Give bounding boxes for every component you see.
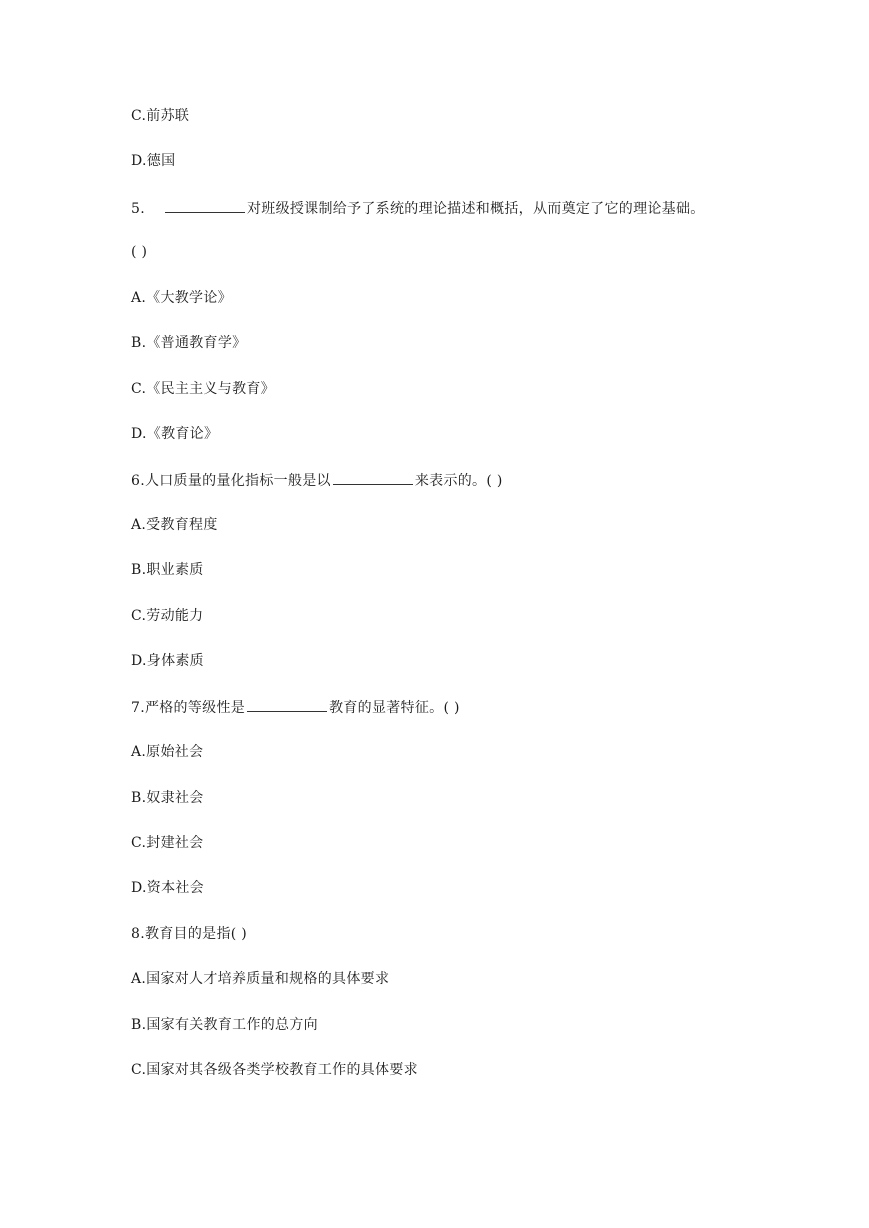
option-line — [131, 652, 204, 670]
option-line — [131, 970, 389, 988]
option-text: A.原始社会 — [131, 744, 204, 760]
question-8 — [131, 925, 247, 943]
answer-paren: ( ) — [131, 244, 148, 260]
question-text: 教育的显著特征。( ) — [329, 700, 460, 716]
option-text: D.德国 — [131, 153, 176, 169]
option-line — [131, 334, 246, 352]
question-number: 5. — [131, 201, 145, 217]
question-7 — [131, 697, 460, 717]
option-text: B.《普通教育学》 — [131, 335, 247, 351]
option-line — [131, 289, 232, 307]
option-line — [131, 1016, 318, 1034]
option-line — [131, 425, 218, 443]
option-text: C.国家对其各级各类学校教育工作的具体要求 — [131, 1062, 418, 1078]
option-text: A.《大教学论》 — [131, 290, 232, 306]
option-line — [131, 107, 189, 125]
option-line — [131, 743, 203, 761]
option-text: A.国家对人才培养质量和规格的具体要求 — [131, 971, 390, 987]
answer-blank — [247, 697, 327, 712]
option-text: C.封建社会 — [131, 835, 204, 851]
question-text: 来表示的。( ) — [414, 473, 503, 489]
option-line — [131, 561, 204, 579]
option-text: D.《教育论》 — [131, 426, 219, 442]
option-text: C.前苏联 — [131, 108, 190, 124]
option-text: B.奴隶社会 — [131, 790, 204, 806]
option-line — [131, 607, 203, 625]
option-text: B.职业素质 — [131, 562, 204, 578]
option-text: C.劳动能力 — [131, 608, 204, 624]
option-line — [131, 789, 204, 807]
option-text: C.《民主主义与教育》 — [131, 381, 275, 397]
question-text: 7.严格的等级性是 — [131, 700, 246, 716]
option-text: D.身体素质 — [131, 653, 204, 669]
question-5 — [131, 198, 705, 218]
option-line — [131, 879, 204, 897]
option-line — [131, 152, 175, 170]
question-5-paren — [131, 243, 147, 261]
option-line — [131, 834, 203, 852]
option-text: D.资本社会 — [131, 880, 204, 896]
question-text: 对班级授课制给予了系统的理论描述和概括，从而奠定了它的理论基础。 — [246, 201, 705, 217]
option-line — [131, 516, 218, 534]
option-line — [131, 380, 275, 398]
option-text: A.受教育程度 — [131, 517, 218, 533]
question-text: 8.教育目的是指( ) — [131, 926, 248, 942]
answer-blank — [165, 198, 245, 213]
question-6 — [131, 470, 503, 490]
question-text: 6.人口质量的量化指标一般是以 — [131, 473, 331, 489]
answer-blank — [333, 470, 413, 485]
option-text: B.国家有关教育工作的总方向 — [131, 1017, 318, 1033]
option-line — [131, 1061, 418, 1079]
